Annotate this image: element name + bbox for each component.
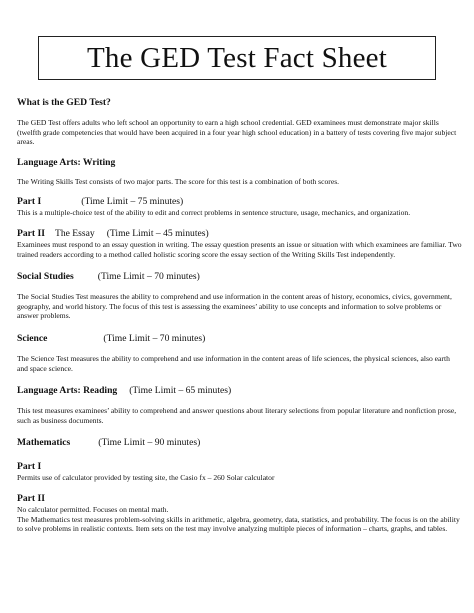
social-studies-title: Social Studies [17, 271, 74, 283]
math-part2-text: The Mathematics test measures problem-solving skills in arithmetic, algebra, geometry, data, statistics, and probability. The focus is on the ability to solve problems in realistic contexts. Item sets on the test may involve analyzing multiple pieces of information – charts, graphs, and tables. [17, 514, 460, 534]
writing-part1-time: (Time Limit – 75 minutes) [81, 196, 184, 208]
language-reading-text: This test measures examinees’ ability to comprehend and answer questions about literary selections from popular literature and nonfiction prose, such as business documents. [17, 406, 457, 425]
mathematics-time: (Time Limit – 90 minutes) [98, 437, 201, 449]
language-reading-heading [17, 385, 462, 397]
language-writing-text: The Writing Skills Test consists of two major parts. The score for this test is a combination of both scores. [17, 176, 340, 186]
language-reading-title: Language Arts: Reading [17, 385, 118, 397]
writing-part1-label: Part I [17, 196, 42, 208]
mathematics-title: Mathematics [17, 437, 71, 449]
social-studies-heading [17, 271, 462, 283]
social-studies-time: (Time Limit – 70 minutes) [97, 271, 200, 283]
science-heading [17, 333, 462, 345]
writing-part2-sub: The Essay [54, 227, 95, 239]
math-part1-text: Permits use of calculator provided by testing site, the Casio fx – 260 Solar calculator [17, 473, 275, 483]
writing-part2-text: Examinees must respond to an essay question in writing. The essay question presents an issue or situation with which examinees are familiar. Two trained readers according to a method called holistic scoring score the essay section of the Writing Skills Test independently. [17, 239, 462, 259]
writing-part2-heading [17, 228, 462, 240]
math-part1-heading: Part I [17, 461, 42, 473]
writing-part2-time: (Time Limit – 45 minutes) [106, 227, 209, 239]
math-part2-heading: Part II [17, 492, 45, 504]
science-text: The Science Test measures the ability to comprehend and use information in the content areas of life sciences, the physical sciences, also earth and space science. [17, 353, 450, 373]
social-studies-text: The Social Studies Test measures the ability to comprehend and use information in the content areas of history, economics, civics, government, geography, and world history. The focus of this test is assessing the examinees’ ability to use concepts and information to solve problems or answer problems. [17, 292, 452, 321]
science-title: Science [17, 332, 48, 344]
writing-part2-label: Part II [17, 227, 45, 239]
mathematics-heading [17, 437, 462, 449]
what-is-heading: What is the GED Test? [17, 97, 111, 108]
document-body [17, 97, 462, 534]
math-part2-line1: No calculator permitted. Focuses on mental math. [17, 504, 169, 514]
writing-part1-heading [17, 196, 462, 208]
science-time: (Time Limit – 70 minutes) [103, 332, 206, 344]
writing-part1-text: This is a multiple-choice test of the ability to edit and correct problems in sentence structure, usage, mechanics, and organization. [17, 208, 411, 218]
language-writing-heading: Language Arts: Writing [17, 156, 116, 168]
what-is-text: The GED Test offers adults who left school an opportunity to earn a high school credential. GED examinees must demonstrate major skills (twelfth grade competencies that would have been acquired in a four year high school education) in a battery of tests covering five major subject areas. [17, 118, 457, 147]
page-title: The GED Test Fact Sheet [38, 36, 436, 80]
language-reading-time: (Time Limit – 65 minutes) [129, 385, 232, 397]
